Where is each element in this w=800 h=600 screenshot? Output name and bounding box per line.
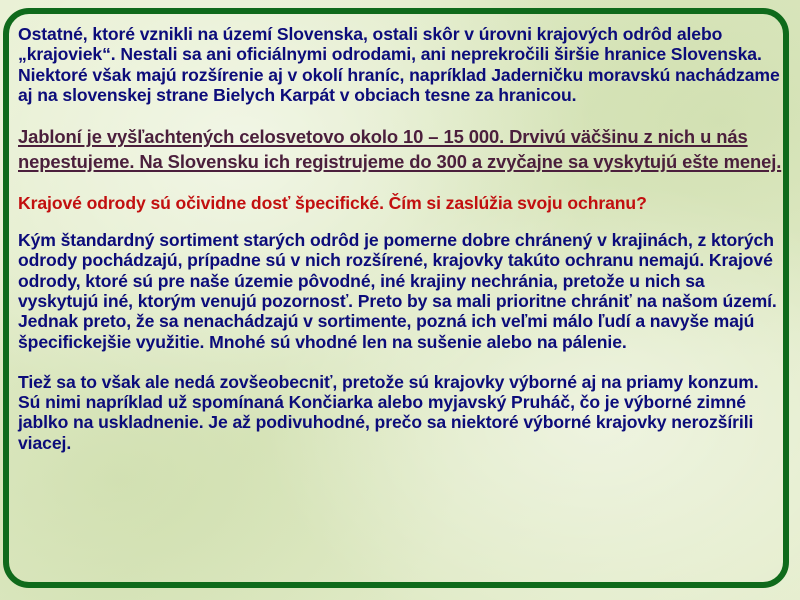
protection-paragraph: Kým štandardný sortiment starých odrôd je pomerne dobre chránený v krajinách, z ktorých odrody pochádzajú, prípadne sú v nich rozšírené, krajovky takúto ochranu nemajú. Krajové odrody, ktoré sú pre naše územie pôvodné, iné krajiny nechránia, pretože u nich sa vyskytujú iné, ktorým venujú pozornosť. Preto by sa mali prioritne chrániť na našom území. Jednak preto, že sa nenachádzajú v sortimente, pozná ich veľmi málo ľudí a navyše majú špecifickejšie využitie. Mnohé sú vhodné len na sušenie alebo na pálenie.	[18, 230, 777, 352]
consumption-paragraph: Tiež sa to však ale nedá zovšeobecniť, pretože sú krajovky výborné aj na priamy konzum. Sú nimi napríklad už spomínaná Končiarka alebo myjavský Pruháč, čo je výborné zimné jablko na uskladnenie. Je až podivuhodné, prečo sa niektoré výborné krajovky nerozšírili viacej.	[18, 371, 759, 453]
question-heading: Krajové odrody sú očividne dosť špecifické. Čím si zaslúžia svoju ochranu?	[18, 192, 647, 213]
slide-content	[18, 24, 782, 453]
intro-paragraph: Ostatné, ktoré vznikli na území Slovenska, ostali skôr v úrovni krajových odrôd alebo „krajoviek“. Nestali sa ani oficiálnymi odrodami, ani neprekročili širšie hranice Slovenska. Niektoré však majú rozšírenie aj v okolí hraníc, napríklad Jaderničku moravskú nachádzame aj na slovenskej strane Bielych Karpát v obciach tesne za hranicou.	[18, 24, 780, 105]
statistics-paragraph: Jabloní je vyšľachtených celosvetovo okolo 10 – 15 000. Drvivú väčšinu z nich u nás nepestujeme. Na Slovensku ich registrujeme do 300 a zvyčajne sa vyskytujú ešte menej.	[18, 126, 782, 172]
